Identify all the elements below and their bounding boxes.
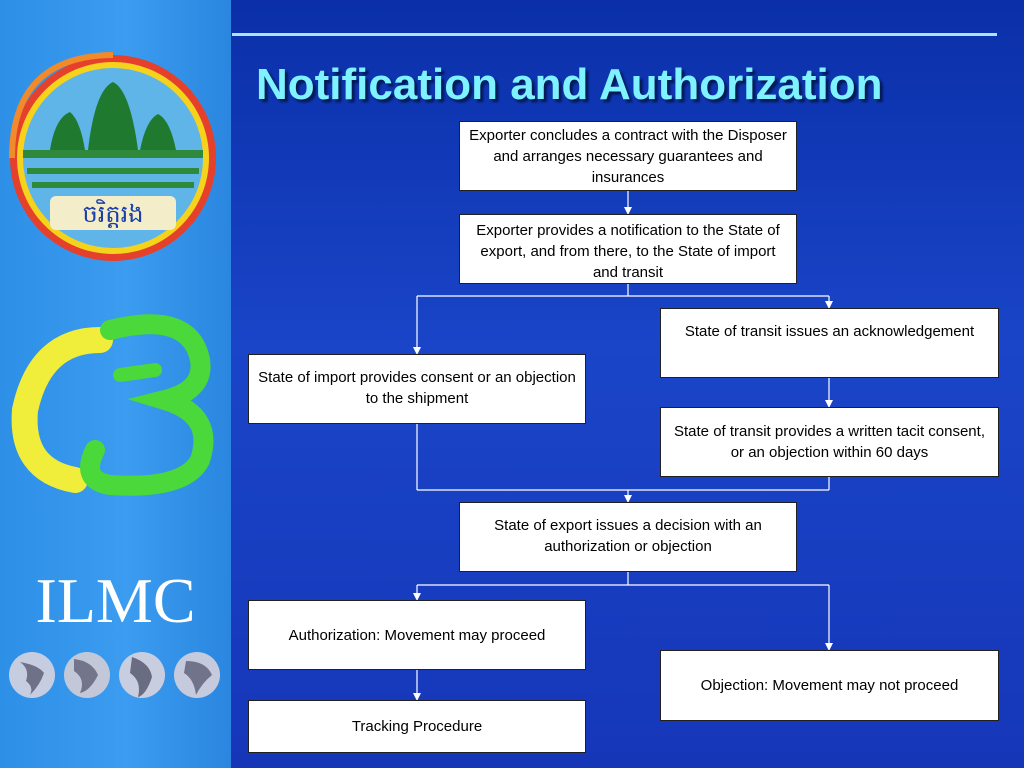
globe-icon [174, 652, 220, 698]
brand-ilmc: ILMC [35, 565, 196, 636]
page-title: Notification and Authorization [256, 60, 883, 109]
cambodia-seal-icon [0, 0, 231, 270]
step-import-consent-text: State of import provides consent or an objection to the shipment [258, 369, 576, 407]
title-divider [232, 33, 997, 36]
svg-text:ចរិត្តរង: ចរិត្តរង [82, 200, 144, 228]
step-contract-text: Exporter concludes a contract with the Disposer and arranges necessary guarantees and insurances [469, 127, 787, 186]
globes [0, 647, 231, 707]
step-export-decision-text: State of export issues a decision with an authorization or objection [494, 517, 762, 555]
cb-logo-icon [0, 300, 231, 500]
step-import-consent [248, 354, 586, 424]
step-transit-ack [660, 308, 999, 378]
step-tracking [248, 700, 586, 753]
step-notify [459, 214, 797, 284]
step-contract [459, 121, 797, 191]
step-transit-ack-text: State of transit issues an acknowledgement [684, 323, 975, 340]
step-export-decision [459, 502, 797, 572]
sidebar [0, 0, 231, 768]
step-transit-tacit-text: State of transit provides a written tacit consent, or an objection within 60 days [674, 423, 985, 461]
globe-icon [9, 652, 55, 698]
step-objection-text: Objection: Movement may not proceed [700, 677, 959, 694]
step-transit-tacit [660, 407, 999, 477]
step-notify-text: Exporter provides a notification to the State of export, and from there, to the State of import and transit [476, 222, 780, 281]
globe-icon [119, 652, 165, 698]
step-authorized-text: Authorization: Movement may proceed [288, 626, 546, 644]
globe-icon [64, 652, 110, 698]
step-tracking-text: Tracking Procedure [351, 718, 483, 735]
step-authorized [248, 600, 586, 670]
step-objection [660, 650, 999, 721]
